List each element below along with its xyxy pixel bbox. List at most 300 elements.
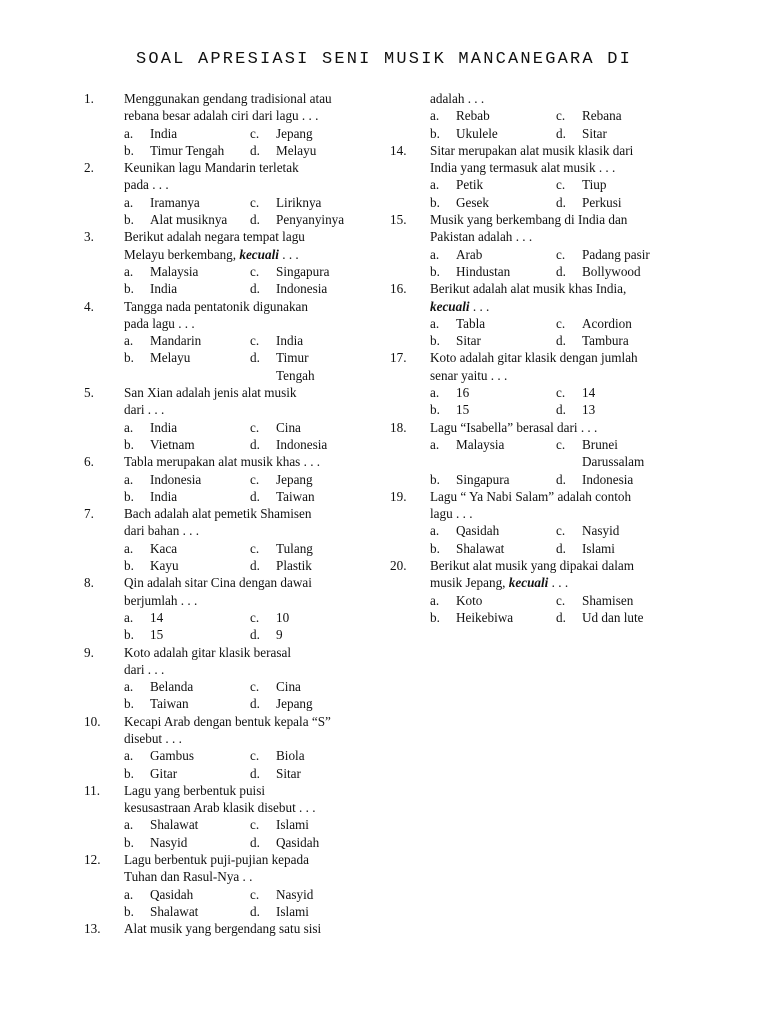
answer-option [430, 540, 556, 557]
question-number [84, 522, 124, 539]
right-column [390, 90, 690, 626]
option-row [84, 816, 384, 833]
answer-option [124, 349, 250, 366]
option-letter: c. [556, 592, 566, 608]
answer-option [430, 125, 556, 142]
question-line [84, 574, 384, 591]
option-text: Brunei [582, 436, 618, 452]
option-row [84, 280, 384, 297]
question-text: Qin adalah sitar Cina dengan dawai [124, 575, 312, 591]
answer-option [124, 626, 250, 643]
option-letter: a. [430, 108, 440, 124]
option-row [84, 765, 384, 782]
option-text: Perkusi [582, 194, 622, 210]
option-text: Shalawat [150, 817, 199, 833]
option-letter: a. [430, 246, 440, 262]
question-number: 13. [84, 921, 101, 937]
option-row [390, 194, 690, 211]
question-text: berjumlah . . . [124, 592, 198, 608]
question-line [84, 159, 384, 176]
question-text: Koto adalah gitar klasik berasal [124, 644, 291, 660]
question-line [390, 349, 690, 366]
answer-option [124, 142, 250, 159]
option-letter: a. [124, 540, 134, 556]
answer-option [430, 194, 556, 211]
option-text: India [150, 125, 178, 141]
question-number [390, 367, 430, 384]
option-text: Sitar [276, 765, 301, 781]
question-text: senar yaitu . . . [430, 367, 508, 383]
question-number [390, 298, 430, 315]
question-number [84, 868, 124, 885]
option-continuation [84, 367, 384, 384]
question-item [84, 90, 384, 159]
answer-option [430, 436, 556, 453]
option-text: 10 [276, 609, 290, 625]
question-item [390, 142, 690, 211]
option-letter: c. [250, 817, 260, 833]
question-text: lagu . . . [430, 506, 473, 522]
option-row [84, 436, 384, 453]
question-number: 17. [390, 350, 407, 366]
option-text: Islami [276, 903, 309, 919]
emphasis-word: kecuali [430, 298, 470, 314]
option-letter: c. [556, 108, 566, 124]
answer-option [430, 401, 556, 418]
answer-option [250, 211, 344, 228]
option-text: Indonesia [276, 436, 328, 452]
question-number: 20. [390, 558, 407, 574]
option-letter: a. [430, 436, 440, 452]
question-line [84, 228, 384, 245]
question-number: 16. [390, 281, 407, 297]
option-text: 13 [582, 402, 596, 418]
question-line [84, 851, 384, 868]
option-row [84, 903, 384, 920]
answer-option [124, 886, 250, 903]
option-text: 15 [456, 402, 470, 418]
option-letter: a. [124, 886, 134, 902]
option-text: Kayu [150, 558, 179, 574]
option-row [390, 592, 690, 609]
question-line [390, 159, 690, 176]
question-line [84, 505, 384, 522]
question-number: 10. [84, 713, 101, 729]
answer-option [556, 522, 619, 539]
option-letter: d. [250, 696, 260, 712]
option-letter: a. [430, 315, 440, 331]
option-row [84, 211, 384, 228]
question-text: kecuali . . . [430, 298, 490, 314]
answer-option [556, 176, 606, 193]
option-row [390, 315, 690, 332]
question-number: 9. [84, 644, 94, 660]
option-row [84, 194, 384, 211]
question-line [390, 90, 690, 107]
option-letter: d. [250, 281, 260, 297]
answer-option [250, 263, 329, 280]
question-text: Berikut adalah alat musik khas India, [430, 281, 627, 297]
question-item [390, 557, 690, 626]
question-text: rebana besar adalah ciri dari lagu . . . [124, 108, 319, 124]
question-item [84, 713, 384, 782]
option-text: Qasidah [150, 886, 194, 902]
option-letter: c. [250, 333, 260, 349]
answer-option [250, 765, 301, 782]
option-text: Taiwan [150, 696, 189, 712]
question-line [390, 574, 690, 591]
answer-option [250, 280, 327, 297]
option-row [84, 886, 384, 903]
option-letter: d. [556, 609, 566, 625]
option-text: Iramanya [150, 194, 200, 210]
option-letter: a. [124, 679, 134, 695]
question-text: Tabla merupakan alat musik khas . . . [124, 454, 321, 470]
option-row [84, 263, 384, 280]
option-text: Penyanyinya [276, 212, 345, 228]
option-letter: d. [250, 350, 260, 366]
question-number: 19. [390, 488, 407, 504]
option-letter: d. [250, 627, 260, 643]
option-text: Acordion [582, 315, 632, 331]
answer-option [430, 263, 556, 280]
answer-option [430, 609, 556, 626]
question-number: 5. [84, 385, 94, 401]
question-item [84, 851, 384, 920]
question-line [84, 401, 384, 418]
question-item [84, 298, 384, 384]
answer-option [124, 332, 250, 349]
question-text: San Xian adalah jenis alat musik [124, 385, 297, 401]
question-item [390, 488, 690, 557]
answer-option [250, 349, 309, 366]
answer-option [124, 471, 250, 488]
answer-option [430, 522, 556, 539]
option-row [390, 176, 690, 193]
option-text: Hindustan [456, 263, 511, 279]
option-row [390, 107, 690, 124]
option-letter: d. [250, 488, 260, 504]
answer-option [124, 540, 250, 557]
option-letter: b. [124, 142, 134, 158]
option-text: Ud dan lute [582, 609, 644, 625]
option-letter: a. [124, 748, 134, 764]
question-item [84, 505, 384, 574]
option-text: Plastik [276, 558, 312, 574]
option-text: Malaysia [150, 263, 199, 279]
option-letter: b. [124, 627, 134, 643]
option-letter: a. [124, 263, 134, 279]
option-row [84, 557, 384, 574]
question-text: pada . . . [124, 177, 169, 193]
question-number: 18. [390, 419, 407, 435]
question-number [84, 315, 124, 332]
answer-option [250, 626, 283, 643]
question-number [84, 661, 124, 678]
option-row [390, 540, 690, 557]
question-text: India yang termasuk alat musik . . . [430, 160, 616, 176]
option-text: Indonesia [150, 471, 202, 487]
option-letter: d. [250, 903, 260, 919]
question-text: Pakistan adalah . . . [430, 229, 533, 245]
option-row [390, 246, 690, 263]
answer-option [124, 488, 250, 505]
question-item [84, 384, 384, 453]
question-text: dari . . . [124, 402, 165, 418]
question-number [84, 592, 124, 609]
option-text: Rebab [456, 108, 490, 124]
question-number [390, 505, 430, 522]
option-text: Malaysia [456, 436, 505, 452]
option-text: Shamisen [582, 592, 634, 608]
answer-option [556, 609, 644, 626]
question-item [84, 920, 384, 937]
option-letter: d. [556, 333, 566, 349]
question-line [84, 107, 384, 124]
option-text: 14 [582, 385, 596, 401]
answer-option [430, 384, 556, 401]
answer-option [250, 816, 309, 833]
answer-option [124, 765, 250, 782]
option-text: 14 [150, 609, 164, 625]
option-letter: d. [250, 212, 260, 228]
option-text: Melayu [276, 142, 317, 158]
option-text: Tambura [582, 333, 629, 349]
question-line [390, 298, 690, 315]
answer-option [250, 886, 313, 903]
option-row [390, 471, 690, 488]
answer-option [250, 557, 312, 574]
question-number: 11. [84, 782, 100, 798]
question-text: kesusastraan Arab klasik disebut . . . [124, 800, 316, 816]
option-row [84, 471, 384, 488]
question-item [84, 159, 384, 228]
option-row [84, 626, 384, 643]
question-item [84, 644, 384, 713]
question-item [390, 349, 690, 418]
option-text: Islami [582, 540, 615, 556]
option-text: Nasyid [150, 834, 188, 850]
answer-option [556, 436, 618, 453]
option-row [390, 384, 690, 401]
option-letter: c. [250, 471, 260, 487]
option-text: 9 [276, 627, 283, 643]
question-line [84, 644, 384, 661]
option-row [390, 436, 690, 453]
option-text: Koto [456, 592, 483, 608]
answer-option [250, 419, 301, 436]
question-line [390, 488, 690, 505]
question-line [84, 246, 384, 263]
question-number [390, 90, 430, 107]
answer-option [250, 488, 315, 505]
option-letter: a. [124, 333, 134, 349]
option-text: Ukulele [456, 125, 498, 141]
question-item [84, 453, 384, 505]
answer-option [556, 194, 622, 211]
question-text: Lagu “Isabella” berasal dari . . . [430, 419, 598, 435]
option-letter: b. [124, 436, 134, 452]
option-row [390, 332, 690, 349]
option-text: Gitar [150, 765, 178, 781]
option-text: Timur Tengah [150, 142, 225, 158]
answer-option [124, 194, 250, 211]
question-line [390, 142, 690, 159]
option-letter: c. [250, 194, 260, 210]
option-row [84, 125, 384, 142]
option-letter: c. [556, 177, 566, 193]
option-letter: b. [430, 540, 440, 556]
question-line [390, 419, 690, 436]
answer-option [250, 194, 321, 211]
question-text: Berikut alat musik yang dipakai dalam [430, 558, 634, 574]
answer-option [556, 471, 633, 488]
answer-option [250, 142, 316, 159]
question-line [390, 505, 690, 522]
option-letter: c. [556, 385, 566, 401]
answer-option [124, 125, 250, 142]
option-text: Jepang [276, 125, 313, 141]
option-text: Singapura [456, 471, 510, 487]
answer-option [250, 695, 313, 712]
option-text: Tiup [582, 177, 607, 193]
answer-option [124, 419, 250, 436]
option-letter: d. [556, 402, 566, 418]
question-line [84, 176, 384, 193]
option-row [84, 747, 384, 764]
question-line [390, 211, 690, 228]
answer-option [124, 903, 250, 920]
option-row [84, 609, 384, 626]
option-text: 15 [150, 627, 164, 643]
option-letter: d. [556, 263, 566, 279]
question-number: 3. [84, 229, 94, 245]
option-letter: b. [124, 281, 134, 297]
option-text: India [150, 281, 178, 297]
answer-option [124, 211, 250, 228]
option-text: Nasyid [276, 886, 314, 902]
option-letter: b. [430, 402, 440, 418]
option-text: Cina [276, 419, 301, 435]
option-letter: c. [250, 609, 260, 625]
question-number [84, 401, 124, 418]
spacer [124, 367, 276, 384]
answer-option [250, 609, 289, 626]
answer-option [250, 332, 303, 349]
question-number: 12. [84, 852, 101, 868]
option-text: Alat musiknya [150, 212, 228, 228]
answer-option [124, 609, 250, 626]
answer-option [430, 315, 556, 332]
question-text: Lagu “ Ya Nabi Salam” adalah contoh [430, 488, 632, 504]
option-letter: b. [124, 350, 134, 366]
question-number [84, 799, 124, 816]
option-text: Timur [276, 350, 309, 366]
answer-option [250, 747, 305, 764]
question-line [84, 522, 384, 539]
question-text: Keunikan lagu Mandarin terletak [124, 160, 299, 176]
option-letter: b. [124, 903, 134, 919]
answer-option [556, 540, 615, 557]
option-text: Jepang [276, 471, 313, 487]
option-letter: b. [430, 263, 440, 279]
option-letter: c. [250, 679, 260, 695]
page-title: SOAL APRESIASI SENI MUSIK MANCANEGARA DI [135, 50, 633, 69]
question-number [390, 574, 430, 591]
option-row [390, 522, 690, 539]
question-line [84, 782, 384, 799]
option-continuation [390, 453, 690, 470]
question-text: adalah . . . [430, 91, 485, 106]
option-letter: d. [250, 142, 260, 158]
question-line [84, 592, 384, 609]
answer-option [430, 592, 556, 609]
emphasis-word: kecuali [508, 575, 549, 591]
question-text: Koto adalah gitar klasik dengan jumlah [430, 350, 638, 366]
answer-option [124, 747, 250, 764]
question-item [84, 574, 384, 643]
option-text: Shalawat [150, 903, 199, 919]
option-letter: b. [430, 125, 440, 141]
question-text: Berikut adalah negara tempat lagu [124, 229, 305, 245]
answer-option [556, 125, 607, 142]
question-text: Lagu berbentuk puji-pujian kepada [124, 852, 309, 868]
option-row [390, 609, 690, 626]
option-letter: a. [430, 592, 440, 608]
option-row [84, 834, 384, 851]
question-line [84, 315, 384, 332]
answer-option [250, 903, 309, 920]
question-text: disebut . . . [124, 730, 182, 746]
option-text: Qasidah [456, 523, 500, 539]
question-number: 8. [84, 575, 94, 591]
answer-option [124, 280, 250, 297]
option-letter: b. [124, 212, 134, 228]
option-text: Biola [276, 748, 305, 764]
question-number [84, 730, 124, 747]
answer-option [430, 107, 556, 124]
option-letter: b. [430, 194, 440, 210]
answer-option [250, 471, 313, 488]
option-letter: d. [250, 834, 260, 850]
option-text: 16 [456, 385, 470, 401]
question-line [84, 868, 384, 885]
question-line [84, 453, 384, 470]
option-row [390, 401, 690, 418]
question-text: Menggunakan gendang tradisional atau [124, 91, 332, 106]
question-number [84, 176, 124, 193]
option-letter: a. [430, 177, 440, 193]
option-letter: d. [556, 471, 566, 487]
question-text: Sitar merupakan alat musik klasik dari [430, 142, 634, 158]
answer-option [556, 332, 629, 349]
question-line [84, 661, 384, 678]
option-letter: a. [124, 471, 134, 487]
option-row [84, 419, 384, 436]
option-letter: a. [124, 609, 134, 625]
option-letter: d. [250, 558, 260, 574]
answer-option [556, 246, 650, 263]
option-text: Singapura [276, 263, 330, 279]
option-letter: d. [556, 540, 566, 556]
question-text: Alat musik yang bergendang satu sisi [124, 921, 322, 937]
question-line [84, 920, 384, 937]
question-text: Melayu berkembang, kecuali . . . [124, 246, 299, 262]
answer-option [124, 695, 250, 712]
question-item [84, 782, 384, 851]
option-text: India [150, 419, 178, 435]
question-text: pada lagu . . . [124, 315, 195, 331]
